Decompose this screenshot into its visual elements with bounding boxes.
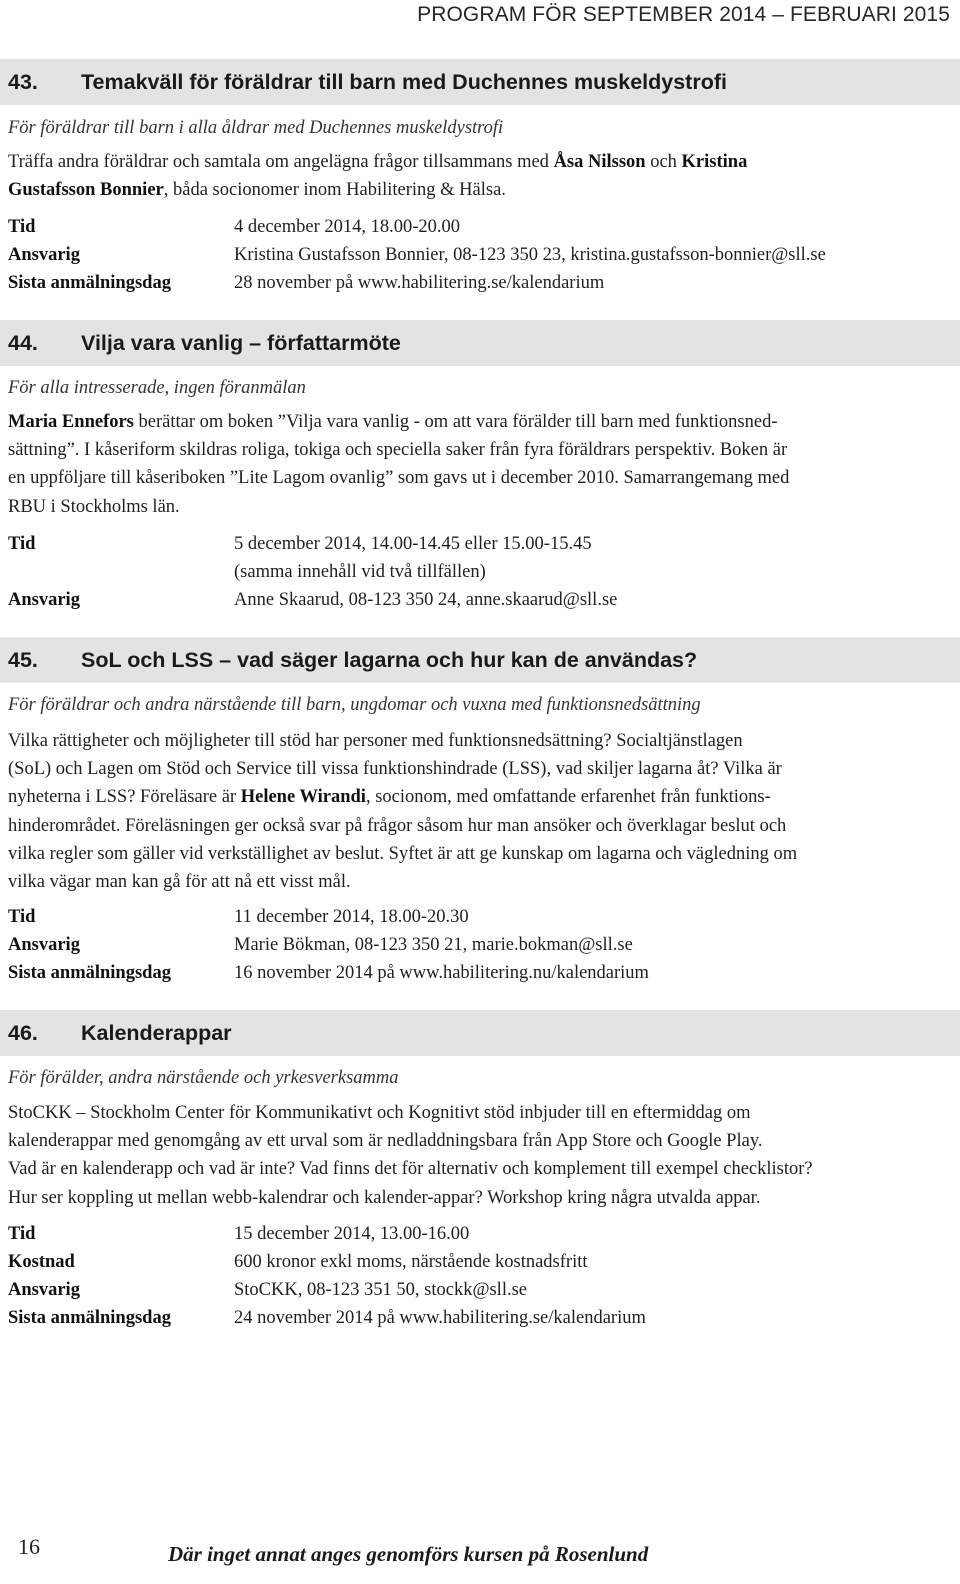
detail-label: Ansvarig [8, 935, 80, 955]
section-number: 43. [8, 70, 38, 94]
detail-label: Tid [8, 217, 36, 237]
section-subtitle: För föräldrar till barn i alla åldrar med Duchennes muskeldystrofi [8, 118, 504, 138]
section-number: 46. [8, 1021, 38, 1045]
detail-value: Kristina Gustafsson Bonnier, 08-123 350 23, kristina.gustafsson-bonnier@sll.se [234, 245, 826, 265]
detail-label: Kostnad [8, 1252, 75, 1272]
section-number: 44. [8, 331, 38, 355]
section-description: StoCKK – Stockholm Center för Kommunikativt och Kognitivt stöd inbjuder till en eftermiddag om kalenderappar med genomgång av ett urval som är nedladdningsbara från App Store och Google Play. Vad är en kalenderapp och vad är inte? Vad finns det för alternativ och komplement till exempel checklistor? Hur ser koppling ut mellan webb-kalendrar och kalender-appar? Workshop kring några utvalda appar. [8, 1103, 813, 1208]
detail-value: StoCKK, 08-123 351 50, stockk@sll.se [234, 1280, 528, 1300]
detail-row-tid [8, 903, 954, 931]
detail-value: 16 november 2014 på www.habilitering.nu/kalendarium [234, 963, 649, 983]
section-header-45 [0, 637, 960, 683]
section-title: SoL och LSS – vad säger lagarna och hur kan de användas? [81, 648, 698, 672]
person-name: Åsa Nilsson [553, 152, 646, 172]
detail-value: 15 december 2014, 13.00-16.00 [234, 1224, 470, 1244]
detail-row-ansvarig [8, 241, 954, 269]
detail-value: 4 december 2014, 18.00-20.00 [234, 217, 461, 237]
detail-row-note [8, 558, 954, 586]
detail-label: Tid [8, 907, 36, 927]
section-title: Vilja vara vanlig – författarmöte [81, 331, 401, 355]
detail-row-tid [8, 213, 954, 241]
detail-row-tid [8, 530, 954, 558]
section-description: Träffa andra föräldrar och samtala om angelägna frågor tillsammans med Åsa Nilsson och Kristina Gustafsson Bonnier, båda socionomer inom Habilitering & Hälsa. [8, 152, 748, 201]
section-description: Maria Ennefors berättar om boken ”Vilja vara vanlig - om att vara förälder till barn med funktionsned- sättning”. I kåseriform skildras roliga, tokiga och speciella saker från fyra föräldrars perspektiv. Boken är en uppföljare till kåseriboken ”Lite Lagom ovanlig” som gavs ut i december 2010. Samarrangemang med RBU i Stockholms län. [8, 412, 790, 517]
section-number: 45. [8, 648, 38, 672]
detail-value: 28 november på www.habilitering.se/kalendarium [234, 273, 605, 293]
person-name: Helene Wirandi [240, 787, 366, 808]
section-header-46 [0, 1010, 960, 1056]
section-header-44 [0, 320, 960, 366]
detail-row-ansvarig [8, 586, 954, 614]
detail-label: Ansvarig [8, 1280, 80, 1300]
detail-value: 24 november 2014 på www.habilitering.se/kalendarium [234, 1308, 646, 1328]
detail-value: 5 december 2014, 14.00-14.45 eller 15.00-15.45 [234, 534, 592, 554]
person-name: Maria Ennefors [8, 412, 134, 432]
section-title: Temakväll för föräldrar till barn med Duchennes muskeldystrofi [81, 70, 727, 94]
section-subtitle: För förälder, andra närstående och yrkesverksamma [8, 1068, 399, 1088]
detail-value: 11 december 2014, 18.00-20.30 [234, 907, 469, 927]
detail-row-kostnad [8, 1248, 954, 1276]
section-subtitle: För föräldrar och andra närstående till barn, ungdomar och vuxna med funktionsnedsättning [8, 695, 701, 715]
detail-row-ansvarig [8, 1276, 954, 1304]
section-subtitle: För alla intresserade, ingen föranmälan [8, 378, 306, 398]
detail-value: Anne Skaarud, 08-123 350 24, anne.skaarud@sll.se [234, 590, 618, 610]
detail-label: Sista anmälningsdag [8, 1308, 171, 1328]
detail-value: (samma innehåll vid två tillfällen) [234, 562, 486, 582]
detail-label: Tid [8, 1224, 36, 1244]
detail-label: Sista anmälningsdag [8, 963, 171, 983]
person-name: Gustafsson Bonnier [8, 180, 164, 201]
footer-note: Där inget annat anges genomförs kursen på Rosenlund [168, 1542, 649, 1566]
section-description: Vilka rättigheter och möjligheter till stöd har personer med funktionsnedsättning? Socialtjänstlagen (SoL) och Lagen om Stöd och Service till vissa funktionshindrade (LSS), vad skiljer lagarna åt? Vilka är nyheterna i LSS? Föreläsare är Helene Wirandi, socionom, med omfattande erfarenhet från funktions- hinderområdet. Föreläsningen ger också svar på frågor såsom hur man ansöker och överklagar beslut och vilka regler som gäller vid verkställighet av beslut. Syftet är att ge kunskap om lagarna och vägledning om vilka vägar man kan gå för att nå ett visst mål. [8, 731, 798, 893]
detail-label: Ansvarig [8, 590, 80, 610]
page-header: PROGRAM FÖR SEPTEMBER 2014 – FEBRUARI 2015 [417, 3, 950, 26]
section-header-43 [0, 59, 960, 105]
detail-row-sista-anmalningsdag [8, 269, 954, 297]
detail-row-ansvarig [8, 931, 954, 959]
detail-value: 600 kronor exkl moms, närstående kostnadsfritt [234, 1252, 588, 1272]
person-name: Kristina [681, 152, 748, 172]
detail-row-sista-anmalningsdag [8, 959, 954, 987]
detail-label: Sista anmälningsdag [8, 273, 171, 293]
detail-row-tid [8, 1220, 954, 1248]
section-title: Kalenderappar [81, 1021, 232, 1045]
detail-label: Tid [8, 534, 36, 554]
detail-value: Marie Bökman, 08-123 350 21, marie.bokman@sll.se [234, 935, 633, 955]
detail-row-sista-anmalningsdag [8, 1304, 954, 1332]
page-number: 16 [18, 1534, 40, 1559]
detail-label: Ansvarig [8, 245, 80, 265]
